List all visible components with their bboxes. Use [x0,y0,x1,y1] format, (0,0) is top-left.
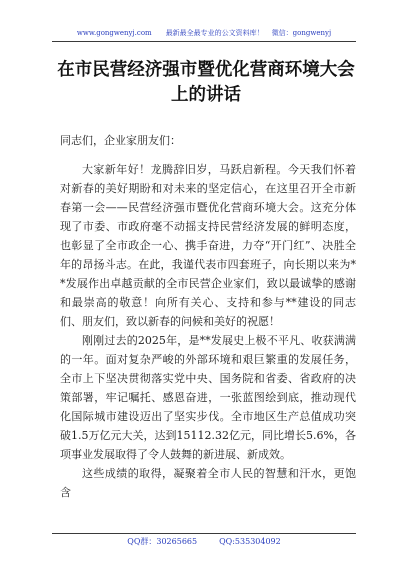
qq-group-contact: QQ群：30265665 [127,537,198,546]
wechat-contact: 微信：gongwenyj [271,29,332,37]
header-slogan: 最新最全最专业的公文资料库！ [165,29,264,37]
footer-divider [52,533,356,534]
qq-contact: QQ:535304092 [219,537,281,546]
document-body [60,131,356,502]
page-footer [0,537,408,547]
paragraph: 刚刚过去的2025年，是**发展史上极不平凡、收获满满的一年。面对复杂严峻的外部环境和艰巨繁重的发展任务，全市上下坚决贯彻落实党中央、国务院和省委、省政府的决策部署，牢记嘱托、感恩奋进，一张蓝图绘到底，推动现代化国际城市建设迈出了坚实步伐。全市地区生产总值成功突破1.5万亿元大关，达到15112.32亿元，同比增长5.6%，各项事业发展取得了令人鼓舞的新进展、新成效。 [60,334,356,461]
greeting: 同志们，企业家朋友们： [60,134,181,147]
website-link[interactable]: www.gongwenyj.com [76,29,152,37]
header-divider [52,41,356,42]
paragraph: 这些成绩的取得，凝聚着全市人民的智慧和汗水，更饱含 [60,467,356,499]
document-title: 在市民营经济强市暨优化营商环境大会上的讲话 [57,60,355,105]
page-header [0,29,408,38]
paragraph: 大家新年好！龙腾辞旧岁，马跃启新程。今天我们怀着对新春的美好期盼和对未来的坚定信心，在这里召开全市新春第一会——民营经济强市暨优化营商环境大会。这充分体现了市委、市政府毫不动摇支持民营经济发展的鲜明态度，也彰显了全市政企一心、携手奋进，力夺“开门红”、决胜全年的昂扬斗志。在此，我谨代表市四套班子，向长期以来为**发展作出卓越贡献的全市民营企业家们，致以最诚挚的感谢和最崇高的敬意！向所有关心、支持和参与**建设的同志们、朋友们，致以新春的问候和美好的祝愿！ [60,163,356,328]
